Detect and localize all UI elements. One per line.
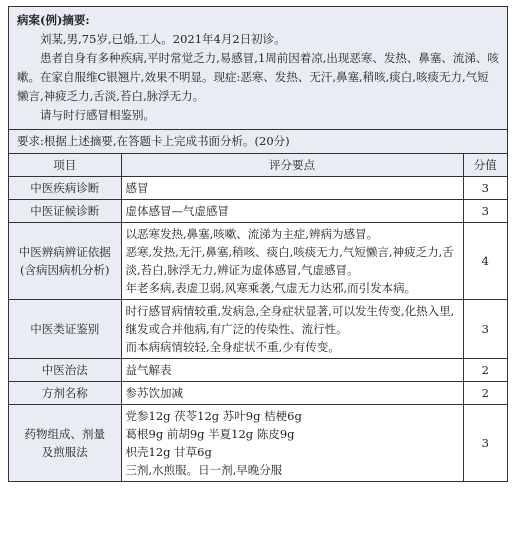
row-item-line: 药物组成、剂量 xyxy=(24,427,105,441)
row-item-line: 及煎服法 xyxy=(41,445,88,459)
table-row xyxy=(9,223,507,300)
row-points xyxy=(121,223,463,300)
row-point-text: 三剂,水煎服。日一剂,早晚分服 xyxy=(125,463,283,477)
row-item-line: 中医辨病辨证依据 xyxy=(18,245,111,259)
table-body xyxy=(9,177,507,482)
row-point-text: 枳壳12g 甘草6g xyxy=(125,445,212,459)
row-point-text: 虚体感冒—气虚感冒 xyxy=(125,204,229,218)
table-row xyxy=(9,300,507,359)
header-item: 项目 xyxy=(9,154,121,177)
row-point-text: 恶寒,发热,无汗,鼻塞,稍咳、痰白,咳痰无力,气短懒言,神疲乏力,舌淡,苔白,脉浮无力,辨证为虚体感冒,气虚感冒。 xyxy=(125,245,454,277)
case-summary xyxy=(9,7,507,130)
row-score: 2 xyxy=(463,382,507,405)
row-points xyxy=(121,177,463,200)
row-points xyxy=(121,382,463,405)
row-points xyxy=(121,359,463,382)
table-row xyxy=(9,382,507,405)
row-item-line: 方剂名称 xyxy=(41,386,88,400)
row-item-line: 中医证候诊断 xyxy=(30,204,100,218)
row-score: 3 xyxy=(463,200,507,223)
row-item-line: 中医类证鉴别 xyxy=(30,322,100,336)
row-item xyxy=(9,223,121,300)
table-row xyxy=(9,200,507,223)
row-item xyxy=(9,177,121,200)
row-point-text: 感冒 xyxy=(125,181,149,195)
row-score: 3 xyxy=(463,405,507,482)
row-score: 4 xyxy=(463,223,507,300)
row-points xyxy=(121,200,463,223)
row-point-text: 参苏饮加减 xyxy=(125,386,183,400)
row-point-text: 葛根9g 前胡9g 半夏12g 陈皮9g xyxy=(125,427,295,441)
row-points xyxy=(121,300,463,359)
case-paragraph: 请与时行感冒相鉴别。 xyxy=(40,108,155,122)
row-point-text: 年老多病,表虚卫弱,风寒乘袭,气虚无力达邪,而引发本病。 xyxy=(125,281,417,295)
row-item-line: (含病因病机分析) xyxy=(20,263,110,277)
table-row xyxy=(9,359,507,382)
row-score: 3 xyxy=(463,300,507,359)
row-points xyxy=(121,405,463,482)
row-item xyxy=(9,382,121,405)
table-row xyxy=(9,405,507,482)
row-score: 3 xyxy=(463,177,507,200)
row-point-text: 而本病病情较轻,全身症状不重,少有传变。 xyxy=(125,340,340,354)
case-sheet xyxy=(8,6,508,482)
case-paragraph: 患者自身有多种疾病,平时常觉乏力,易感冒,1周前因着凉,出现恶寒、发热、鼻塞、流涕、咳嗽。在家自服维C银翘片,效果不明显。现症:恶寒、发热、无汗,鼻塞,稍咳,痰白,咳痰无力,气短懒言,神疲乏力,舌淡,苔白,脉浮无力。 xyxy=(17,51,499,103)
row-item xyxy=(9,405,121,482)
row-item xyxy=(9,359,121,382)
row-point-text: 以恶寒发热,鼻塞,咳嗽、流涕为主症,辨病为感冒。 xyxy=(125,227,378,241)
row-item xyxy=(9,300,121,359)
row-item-line: 中医治法 xyxy=(41,363,88,377)
case-heading: 病案(例)摘要: xyxy=(17,13,90,27)
table-header-row xyxy=(9,154,507,177)
row-item-line: 中医疾病诊断 xyxy=(30,181,100,195)
row-score: 2 xyxy=(463,359,507,382)
requirement-text: 要求:根据上述摘要,在答题卡上完成书面分析。(20分) xyxy=(9,130,507,154)
row-point-text: 时行感冒病情较重,发病急,全身症状显著,可以发生传变,化热入里,继发或合并他病,有广泛的传染性、流行性。 xyxy=(125,304,455,336)
row-item xyxy=(9,200,121,223)
row-point-text: 党参12g 茯苓12g 苏叶9g 桔梗6g xyxy=(125,409,302,423)
header-score: 分值 xyxy=(463,154,507,177)
table-row xyxy=(9,177,507,200)
header-points: 评分要点 xyxy=(121,154,463,177)
row-point-text: 益气解表 xyxy=(125,363,172,377)
case-paragraph: 刘某,男,75岁,已婚,工人。2021年4月2日初诊。 xyxy=(40,32,286,46)
scoring-table xyxy=(9,154,507,481)
